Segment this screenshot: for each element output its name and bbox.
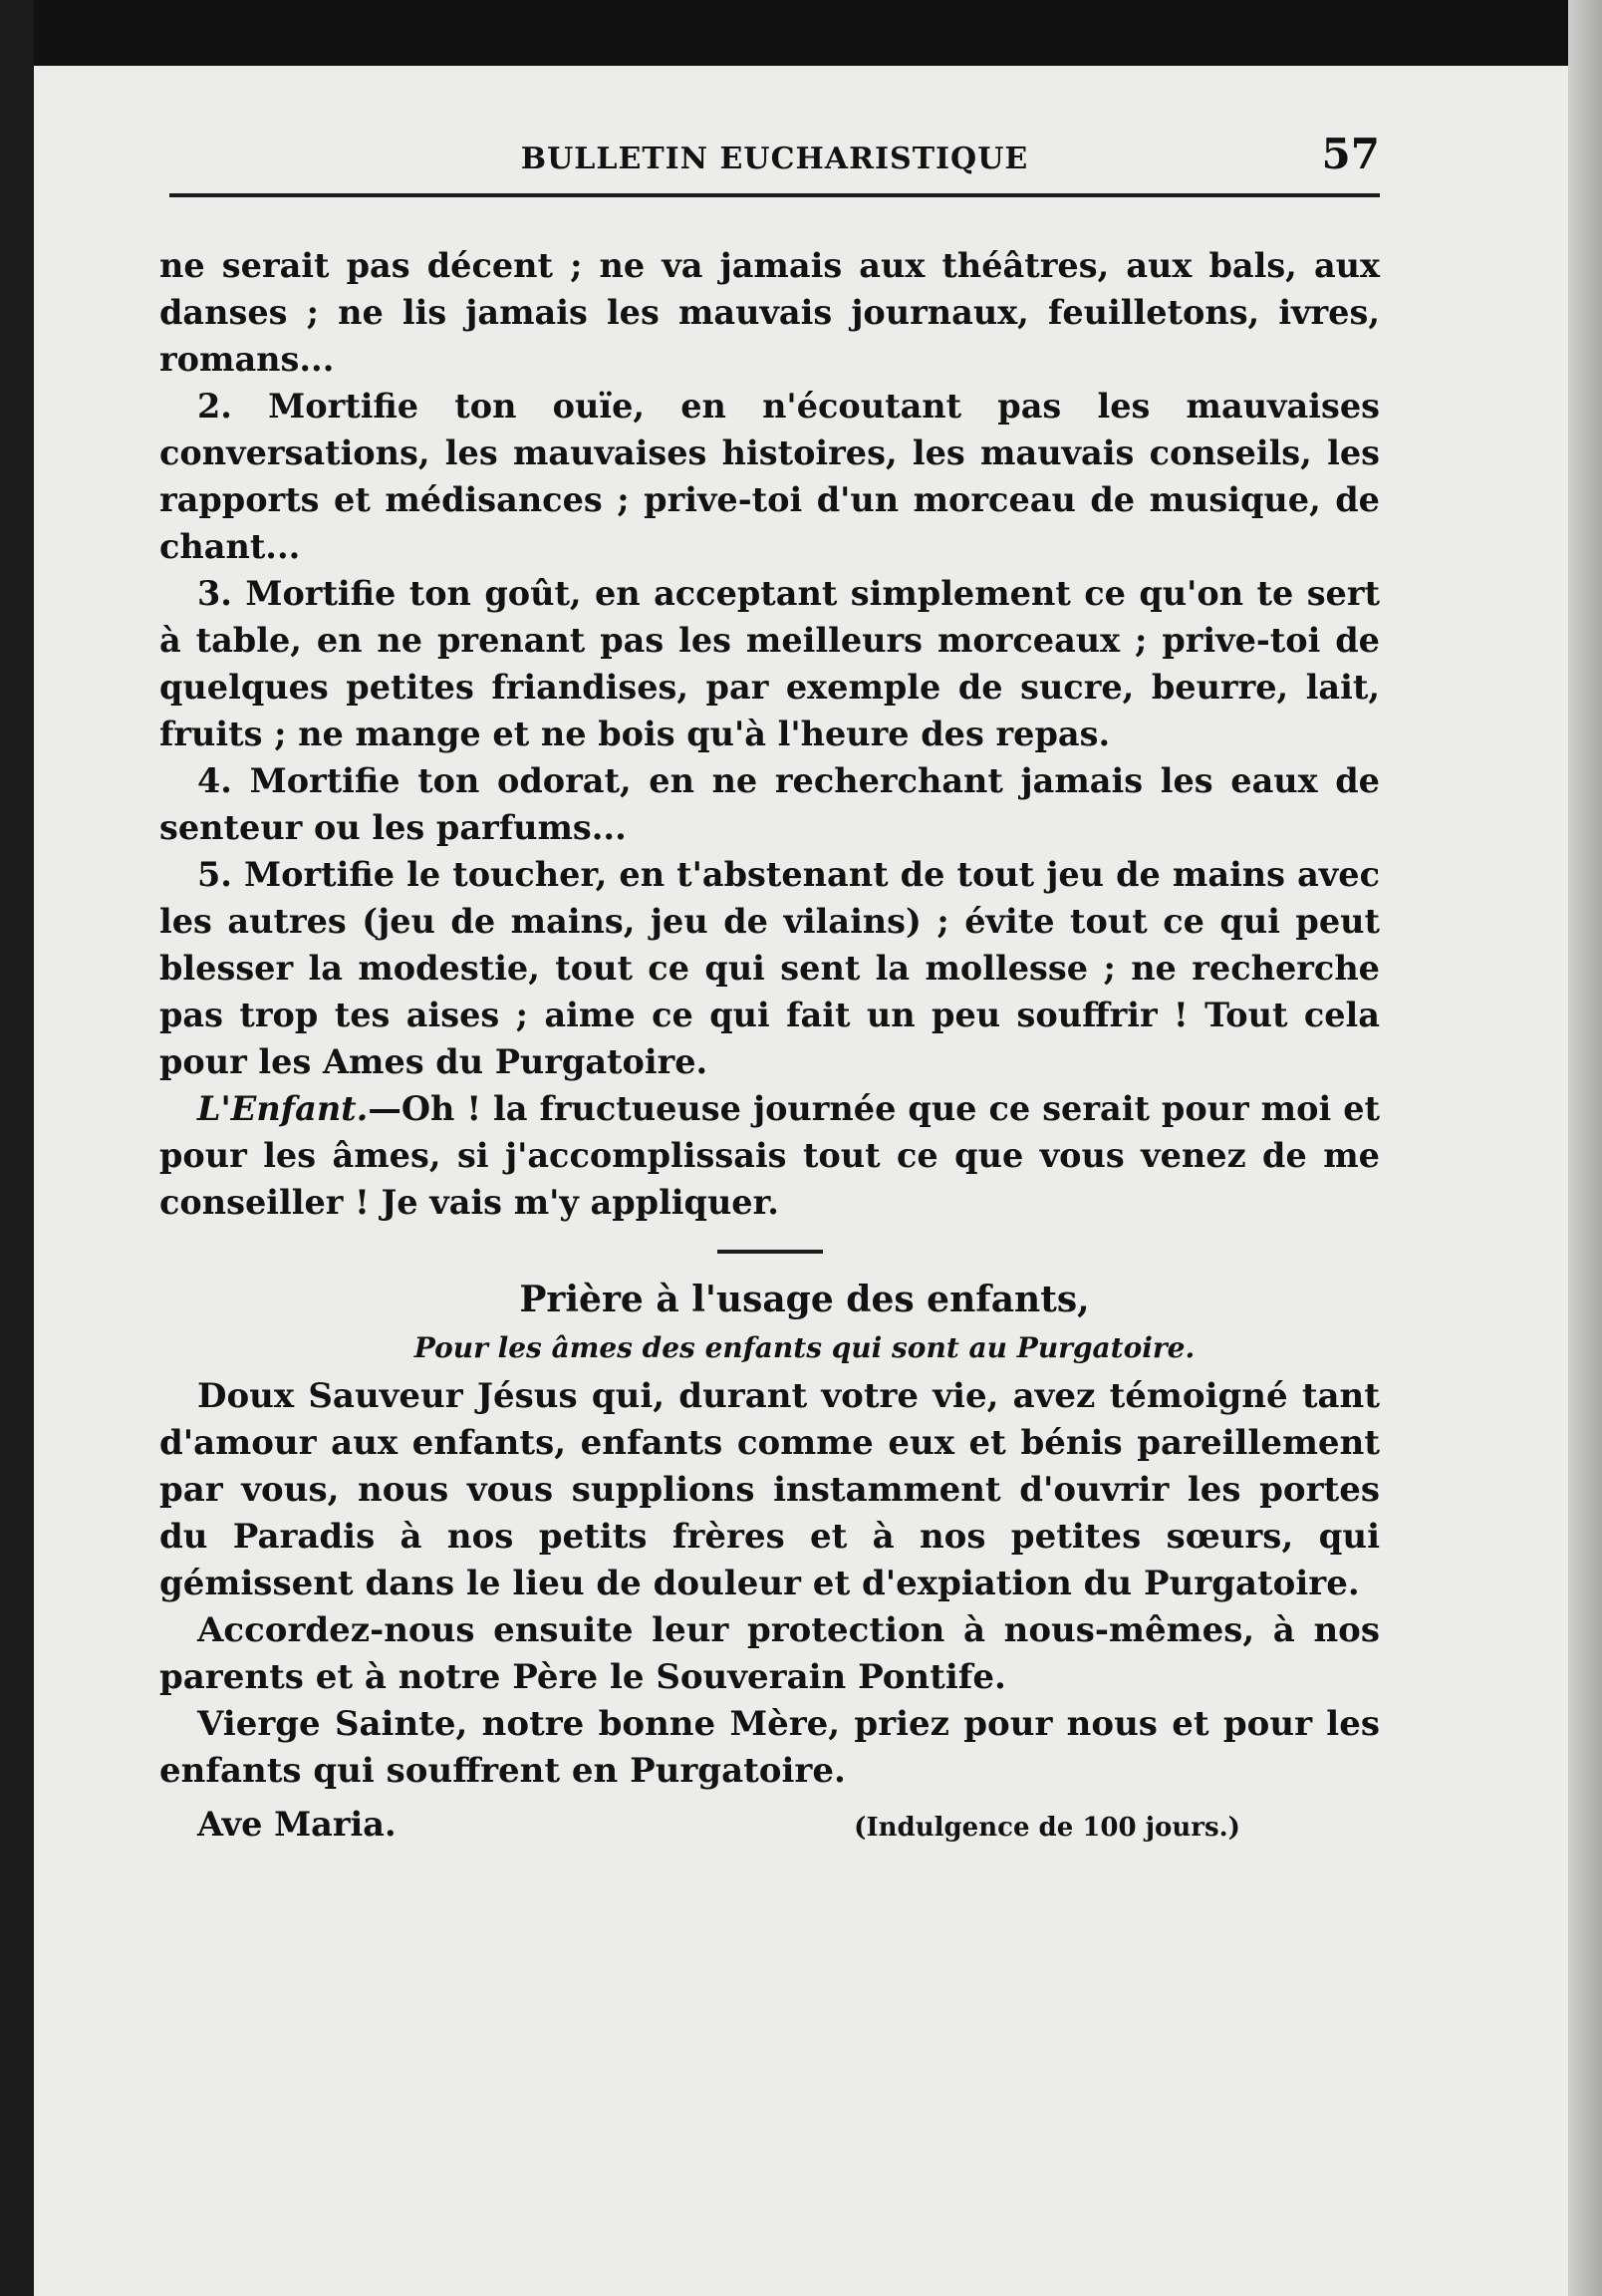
paragraph-mortify-hearing: 2. Mortifie ton ouïe, en n'écoutant pas les mauvaises conversations, les mauvaises histoires, les mauvais conseils, les rapports et médisances ; prive-toi d'un morceau de musique, de chant...	[159, 387, 1380, 566]
scan-right-edge	[1568, 0, 1602, 2296]
header-rule	[169, 193, 1380, 197]
scan-left-edge	[0, 0, 34, 2296]
section-divider	[717, 1250, 823, 1254]
prayer-closing: Ave Maria.	[197, 1805, 397, 1844]
dialogue-paragraph	[159, 1085, 1380, 1226]
paragraph-mortify-taste: 3. Mortifie ton goût, en acceptant simplement ce qu'on te sert à table, en ne prenant pas les meilleurs morceaux ; prive-toi de quelques petites friandises, par exemple de sucre, beurre, lait, fruits ; ne mange et ne bois qu'à l'heure des repas.	[159, 574, 1380, 753]
paragraph-mortify-touch: 5. Mortifie le toucher, en t'abstenant de tout jeu de mains avec les autres (jeu de mains, jeu de vilains) ; évite tout ce qui peut blesser la modestie, tout ce qui sent la mollesse ; ne recherche pas trop tes aises ; aime ce qui fait un peu souffrir ! Tout cela pour les Ames du Purgatoire.	[159, 855, 1380, 1081]
indulgence-note: (Indulgence de 100 jours.)	[854, 1813, 1240, 1843]
prayer-title: Prière à l'usage des enfants,	[519, 1279, 1090, 1320]
page-header	[169, 130, 1380, 189]
closing-row	[159, 1801, 1380, 1851]
dialogue-text: —Oh ! la fructueuse journée que ce serait pour moi et pour les âmes, si j'accomplissais tout ce que vous venez de me conseiller ! Je vais m'y appliquer.	[159, 1089, 1380, 1222]
prayer-text	[159, 1373, 1380, 1795]
prayer-paragraph: Vierge Sainte, notre bonne Mère, priez pour nous et pour les enfants qui souffrent en Purgatoire.	[159, 1704, 1380, 1791]
prayer-paragraph: Doux Sauveur Jésus qui, durant votre vie, avez témoigné tant d'amour aux enfants, enfants comme eux et bénis pareillement par vous, nous vous supplions instamment d'ouvrir les portes du Paradis à nos petits frères et à nos petites sœurs, qui gémissent dans le lieu de douleur et d'expiation du Purgatoire.	[159, 1376, 1380, 1603]
dialogue-speaker: L'Enfant.	[197, 1089, 369, 1128]
paragraph-continued: ne serait pas décent ; ne va jamais aux théâtres, aux bals, aux danses ; ne lis jamais les mauvais journaux, feuilletons, ivres, romans...	[159, 246, 1380, 379]
page-number: 57	[1321, 130, 1380, 178]
prayer-paragraph: Accordez-nous ensuite leur protection à nous-mêmes, à nos parents et à notre Père le Souverain Pontife.	[159, 1610, 1380, 1697]
paragraph-mortify-smell: 4. Mortifie ton odorat, en ne recherchant jamais les eaux de senteur ou les parfums...	[159, 761, 1380, 847]
page-body	[159, 242, 1380, 1851]
running-title: BULLETIN EUCHARISTIQUE	[520, 142, 1029, 176]
prayer-subtitle: Pour les âmes des enfants qui sont au Purgatoire.	[413, 1331, 1196, 1364]
